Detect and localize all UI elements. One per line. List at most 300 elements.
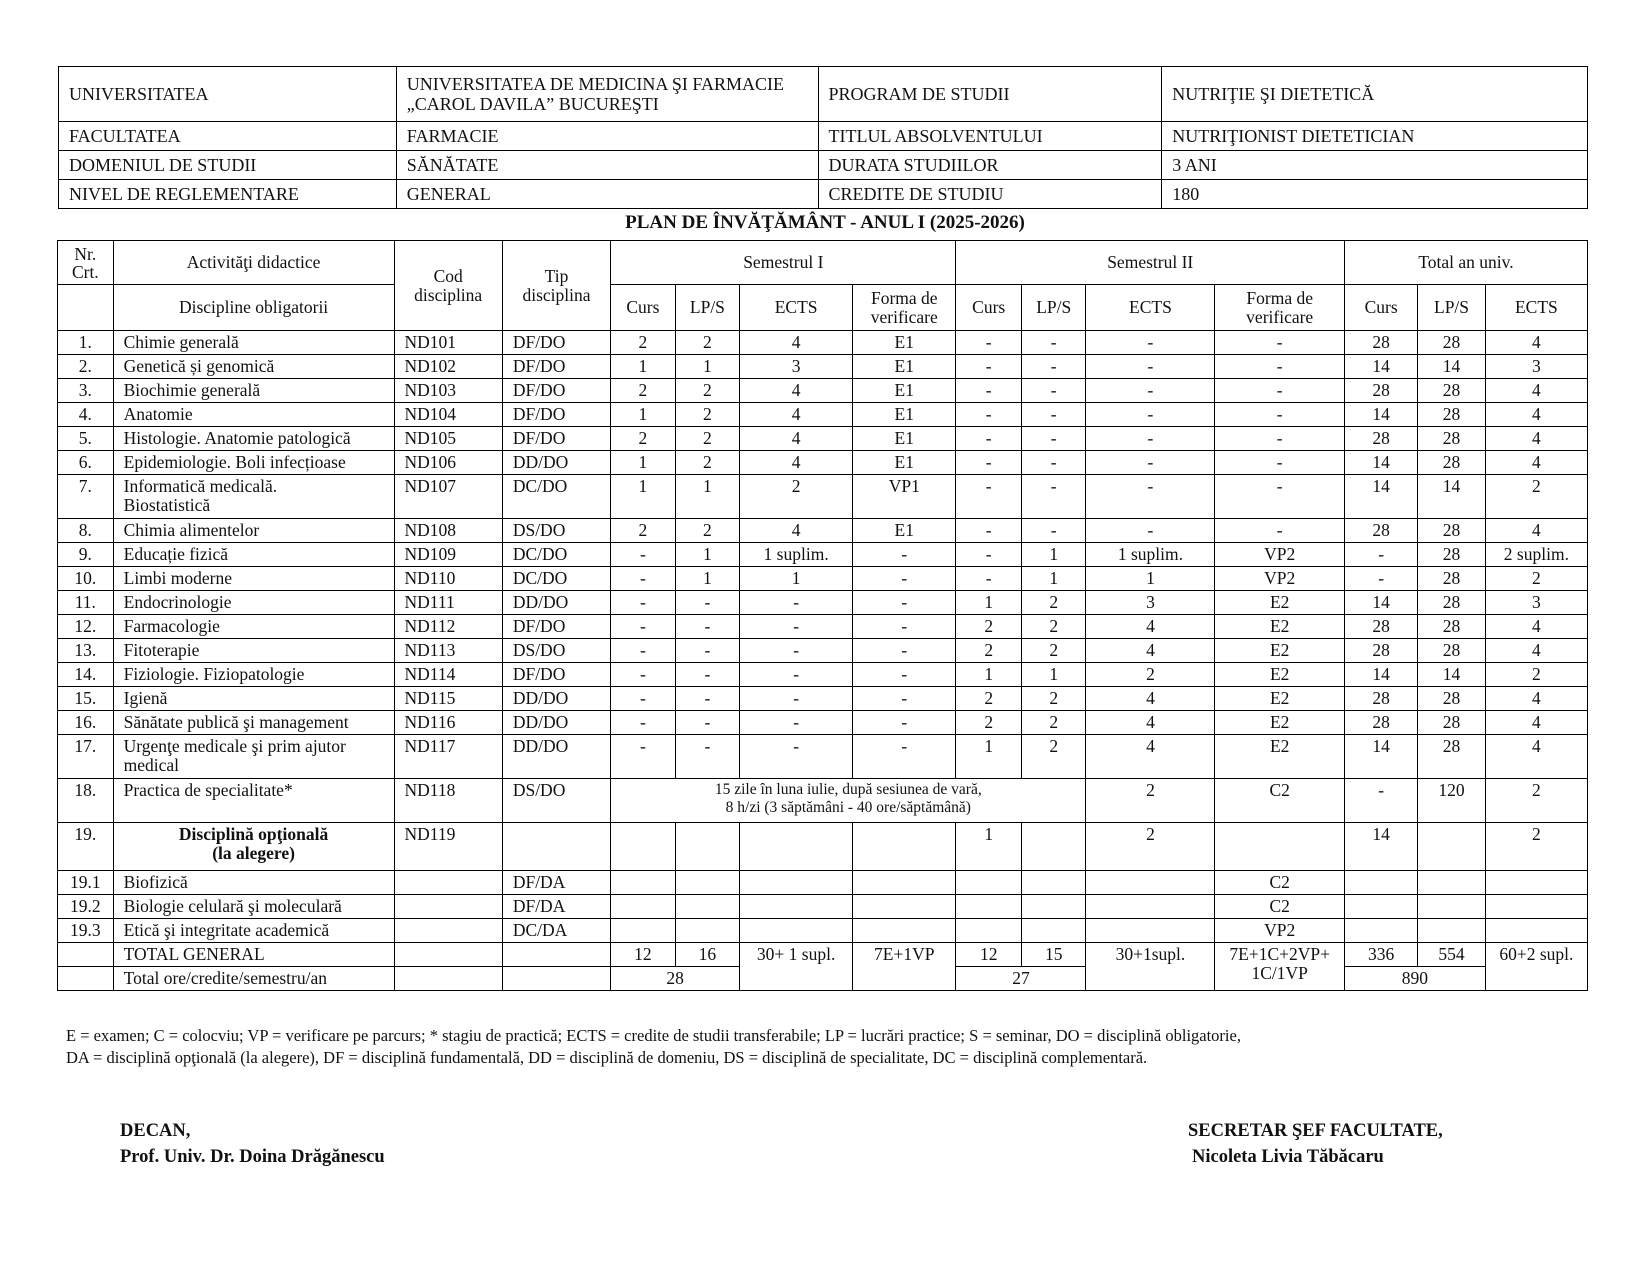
s1-ects: - [740, 735, 853, 779]
s2-ects: - [1086, 519, 1215, 543]
s2-lps: 2 [1021, 639, 1086, 663]
discipline-code: ND109 [394, 543, 502, 567]
discipline-name [113, 331, 394, 355]
total-curs: 28 [1344, 331, 1417, 355]
header-cod [394, 241, 502, 331]
s1-ects: - [740, 591, 853, 615]
s1-ects: 4 [740, 519, 853, 543]
discipline-name: Etică şi integritate academică [113, 919, 394, 943]
info-label: DURATA STUDIILOR [818, 151, 1162, 180]
discipline-name [113, 567, 394, 591]
s1-forma: E1 [853, 403, 956, 427]
discipline-name-line1: Fitoterapie [123, 640, 200, 660]
s2-ects: - [1086, 379, 1215, 403]
discipline-code: ND104 [394, 403, 502, 427]
s2-curs: - [956, 427, 1021, 451]
header-total: Total an univ. [1344, 241, 1587, 285]
s2-ects: - [1086, 451, 1215, 475]
s1-lps [675, 871, 740, 895]
total-s2-curs: 12 [956, 943, 1021, 967]
header-semester-1: Semestrul I [611, 241, 956, 285]
s2-forma: C2 [1215, 895, 1345, 919]
discipline-name-line1: Genetică și genomică [123, 356, 275, 376]
total-lps: 120 [1418, 779, 1485, 823]
s1-forma: E1 [853, 519, 956, 543]
s2-lps: - [1021, 331, 1086, 355]
s1-forma: - [853, 591, 956, 615]
s2-ects: 4 [1086, 615, 1215, 639]
total-s2-hours: 27 [956, 967, 1086, 991]
s2-forma: - [1215, 331, 1345, 355]
header-tip-line1: Tip [544, 265, 569, 286]
s1-lps: - [675, 663, 740, 687]
discipline-row [58, 379, 1588, 403]
discipline-row [58, 639, 1588, 663]
header-s2-forma [1215, 285, 1345, 331]
s1-curs: - [611, 687, 676, 711]
row-nr: 11. [58, 591, 114, 615]
total-ects: 4 [1485, 403, 1587, 427]
discipline-name [113, 355, 394, 379]
s1-forma: E1 [853, 427, 956, 451]
discipline-code: ND110 [394, 567, 502, 591]
s2-curs: - [956, 543, 1021, 567]
s1-forma: - [853, 543, 956, 567]
total-curs: 28 [1344, 639, 1417, 663]
header-nr-line1: Nr. [74, 243, 97, 264]
total-curs: 14 [1344, 403, 1417, 427]
total-curs: 28 [1344, 711, 1417, 735]
discipline-name-line2: medical [123, 755, 180, 775]
s1-curs: - [611, 711, 676, 735]
discipline-code: ND107 [394, 475, 502, 519]
s2-forma: E2 [1215, 615, 1345, 639]
discipline-name-line1: Chimie generală [123, 332, 239, 352]
s2-ects: 4 [1086, 711, 1215, 735]
total-ects: 2 suplim. [1485, 543, 1587, 567]
secretary-title: SECRETAR ŞEF FACULTATE, [1188, 1121, 1443, 1141]
row-nr: 19. [58, 823, 114, 871]
s2-curs [956, 919, 1021, 943]
s1-curs: - [611, 567, 676, 591]
program-info-table [58, 66, 1588, 209]
s2-ects: 1 suplim. [1086, 543, 1215, 567]
discipline-type: DF/DO [502, 615, 610, 639]
s2-lps [1021, 823, 1086, 871]
dean-signature-block [120, 1118, 385, 1170]
total-s1-curs: 12 [611, 943, 676, 967]
s2-ects: 2 [1086, 663, 1215, 687]
info-value: 3 ANI [1162, 151, 1588, 180]
s2-forma: E2 [1215, 711, 1345, 735]
info-label: PROGRAM DE STUDII [818, 67, 1162, 122]
total-lps: 28 [1418, 711, 1485, 735]
discipline-code: ND113 [394, 639, 502, 663]
discipline-name-line2: Biostatistică [123, 495, 211, 515]
s2-curs: 2 [956, 687, 1021, 711]
discipline-type: DC/DO [502, 543, 610, 567]
info-row [59, 151, 1588, 180]
s1-ects: 3 [740, 355, 853, 379]
s2-forma: E2 [1215, 735, 1345, 779]
info-value: NUTRIŢIONIST DIETETICIAN [1162, 122, 1588, 151]
s2-curs: - [956, 451, 1021, 475]
total-ects: 4 [1485, 427, 1587, 451]
s2-curs: 1 [956, 823, 1021, 871]
total-s2-forma [1215, 943, 1345, 991]
discipline-name-line1: Sănătate publică şi management [123, 712, 349, 732]
discipline-type: DD/DO [502, 451, 610, 475]
discipline-type: DF/DO [502, 355, 610, 379]
total-curs: 14 [1344, 735, 1417, 779]
row-nr: 7. [58, 475, 114, 519]
total-curs: 14 [1344, 663, 1417, 687]
total-lps [1418, 919, 1485, 943]
s2-ects: 2 [1086, 779, 1215, 823]
s2-curs: 1 [956, 591, 1021, 615]
header-semester-2: Semestrul II [956, 241, 1345, 285]
total-s1-forma: 7E+1VP [853, 943, 956, 991]
s1-ects: 4 [740, 331, 853, 355]
total-ects: 2 [1485, 823, 1587, 871]
discipline-row [58, 615, 1588, 639]
discipline-type [502, 943, 610, 967]
discipline-name [113, 427, 394, 451]
s2-lps: - [1021, 379, 1086, 403]
s2-lps: - [1021, 451, 1086, 475]
total-s1-hours: 28 [611, 967, 740, 991]
row-nr: 9. [58, 543, 114, 567]
discipline-name-line1: Limbi moderne [123, 568, 233, 588]
total-ects [1485, 871, 1587, 895]
header-tip [502, 241, 610, 331]
discipline-code: ND114 [394, 663, 502, 687]
s1-ects: 4 [740, 379, 853, 403]
legend [66, 1025, 1566, 1069]
discipline-code: ND117 [394, 735, 502, 779]
s2-ects: - [1086, 427, 1215, 451]
total-curs: 28 [1344, 427, 1417, 451]
discipline-name-line1: Anatomie [123, 404, 193, 424]
discipline-row [58, 451, 1588, 475]
practica-row [58, 779, 1588, 823]
discipline-name [113, 615, 394, 639]
s1-forma: - [853, 711, 956, 735]
s1-forma: - [853, 567, 956, 591]
discipline-name [113, 591, 394, 615]
s2-curs: - [956, 379, 1021, 403]
s2-lps: 1 [1021, 543, 1086, 567]
s1-forma [853, 823, 956, 871]
s2-forma: VP2 [1215, 543, 1345, 567]
s1-curs: 1 [611, 355, 676, 379]
s1-curs: - [611, 615, 676, 639]
practica-note-line2: 8 h/zi (3 săptămâni - 40 ore/săptămână) [725, 799, 971, 816]
s2-lps: 1 [1021, 567, 1086, 591]
discipline-type: DD/DO [502, 687, 610, 711]
header-s1-forma [853, 285, 956, 331]
s2-curs: 1 [956, 663, 1021, 687]
total-ects: 3 [1485, 591, 1587, 615]
legend-line2: DA = disciplină opţională (la alegere), DF = disciplină fundamentală, DD = disciplină de domeniu, DS = disciplină de specialitate, DC = disciplină complementară. [66, 1048, 1148, 1067]
s1-curs [611, 823, 676, 871]
total-curs: 14 [1344, 355, 1417, 379]
discipline-row [58, 427, 1588, 451]
s1-lps [675, 823, 740, 871]
legend-line1: E = examen; C = colocviu; VP = verificare pe parcurs; * stagiu de practică; ECTS = credite de studii transferabile; LP = lucrări practice; S = seminar, DO = disciplină obligatorie, [66, 1026, 1241, 1045]
s1-curs: - [611, 735, 676, 779]
s1-forma: - [853, 735, 956, 779]
total-ects: 4 [1485, 639, 1587, 663]
header-cod-line2: disciplina [414, 284, 483, 305]
s1-ects: 4 [740, 403, 853, 427]
plan-title: PLAN DE ÎNVĂŢĂMÂNT - ANUL I (2025-2026) [625, 212, 1025, 233]
total-s1-lps: 16 [675, 943, 740, 967]
discipline-name [113, 379, 394, 403]
s1-lps: - [675, 735, 740, 779]
s1-curs: - [611, 543, 676, 567]
s2-curs: 2 [956, 711, 1021, 735]
s2-ects: 2 [1086, 823, 1215, 871]
total-year-ects: 60+2 supl. [1485, 943, 1587, 991]
s2-forma: VP2 [1215, 919, 1345, 943]
total-lps [1418, 823, 1485, 871]
discipline-code: ND102 [394, 355, 502, 379]
s1-ects: 1 suplim. [740, 543, 853, 567]
total-ects: 4 [1485, 615, 1587, 639]
total-lps: 28 [1418, 567, 1485, 591]
s2-lps [1021, 895, 1086, 919]
total-ects: 4 [1485, 735, 1587, 779]
total-semester-label: Total ore/credite/semestru/an [113, 967, 394, 991]
discipline-name [113, 543, 394, 567]
header-t-ects: ECTS [1485, 285, 1587, 331]
info-label: UNIVERSITATEA [59, 67, 397, 122]
header-s1-lps: LP/S [675, 285, 740, 331]
header-cod-line1: Cod [433, 265, 463, 286]
s1-forma: E1 [853, 331, 956, 355]
discipline-name [113, 711, 394, 735]
total-ects: 2 [1485, 663, 1587, 687]
total-ects: 2 [1485, 567, 1587, 591]
total-general-label: TOTAL GENERAL [113, 943, 394, 967]
total-ects: 4 [1485, 331, 1587, 355]
s1-lps: 2 [675, 379, 740, 403]
info-value: 180 [1162, 180, 1588, 209]
s2-forma: - [1215, 475, 1345, 519]
total-curs: 28 [1344, 687, 1417, 711]
total-lps: 28 [1418, 735, 1485, 779]
s2-lps: - [1021, 427, 1086, 451]
total-lps: 28 [1418, 639, 1485, 663]
total-lps: 28 [1418, 427, 1485, 451]
s1-ects: - [740, 615, 853, 639]
s1-forma [853, 895, 956, 919]
total-year-hours: 890 [1344, 967, 1485, 991]
s2-curs [956, 871, 1021, 895]
total-curs [1344, 871, 1417, 895]
total-s1-ects: 30+ 1 supl. [740, 943, 853, 991]
s2-lps [1021, 871, 1086, 895]
s2-forma: - [1215, 427, 1345, 451]
total-year-curs: 336 [1344, 943, 1417, 967]
s1-curs [611, 895, 676, 919]
row-nr: 2. [58, 355, 114, 379]
s1-forma [853, 871, 956, 895]
total-ects: 2 [1485, 779, 1587, 823]
total-lps: 28 [1418, 591, 1485, 615]
s1-curs [611, 871, 676, 895]
subheader-row [58, 285, 1588, 331]
s1-curs: 2 [611, 519, 676, 543]
university-name-line1: UNIVERSITATEA DE MEDICINA ŞI FARMACIE [406, 74, 785, 94]
discipline-type [502, 823, 610, 871]
discipline-code: ND112 [394, 615, 502, 639]
s1-lps: 1 [675, 475, 740, 519]
discipline-type: DF/DO [502, 331, 610, 355]
s1-lps: 2 [675, 427, 740, 451]
info-label: DOMENIUL DE STUDII [59, 151, 397, 180]
s1-curs: - [611, 591, 676, 615]
discipline-type: DS/DO [502, 519, 610, 543]
optional-item-row [58, 895, 1588, 919]
dean-title: DECAN, [120, 1121, 191, 1141]
s1-lps: 2 [675, 519, 740, 543]
s1-lps: - [675, 615, 740, 639]
info-row [59, 180, 1588, 209]
row-nr: 12. [58, 615, 114, 639]
discipline-code: ND103 [394, 379, 502, 403]
discipline-code [394, 943, 502, 967]
row-nr: 18. [58, 779, 114, 823]
s2-forma: C2 [1215, 779, 1345, 823]
s2-ects [1086, 871, 1215, 895]
info-row [59, 67, 1588, 122]
discipline-name: Biologie celulară şi moleculară [113, 895, 394, 919]
discipline-type: DF/DO [502, 663, 610, 687]
header-nr-line2: Crt. [71, 261, 99, 282]
total-curs [1344, 895, 1417, 919]
s1-ects [740, 895, 853, 919]
s2-ects: 4 [1086, 639, 1215, 663]
s2-curs: - [956, 403, 1021, 427]
s1-curs: 2 [611, 427, 676, 451]
row-nr: 15. [58, 687, 114, 711]
total-curs [1344, 919, 1417, 943]
total-s2-lps: 15 [1021, 943, 1086, 967]
s1-ects: - [740, 687, 853, 711]
s2-forma: E2 [1215, 639, 1345, 663]
total-lps: 28 [1418, 451, 1485, 475]
header-empty [58, 285, 114, 331]
discipline-code [394, 919, 502, 943]
discipline-name-line1: Urgenţe medicale şi prim ajutor [123, 736, 346, 756]
s1-forma: E1 [853, 451, 956, 475]
row-nr: 10. [58, 567, 114, 591]
discipline-code: ND106 [394, 451, 502, 475]
s1-curs: - [611, 663, 676, 687]
s2-forma: E2 [1215, 687, 1345, 711]
s2-lps: 2 [1021, 687, 1086, 711]
curriculum-table [57, 240, 1588, 991]
row-nr: 1. [58, 331, 114, 355]
discipline-type: DD/DO [502, 735, 610, 779]
s2-lps: 2 [1021, 735, 1086, 779]
optional-item-row [58, 919, 1588, 943]
row-nr: 6. [58, 451, 114, 475]
discipline-name-line1: Endocrinologie [123, 592, 232, 612]
discipline-type [502, 967, 610, 991]
s1-forma: - [853, 687, 956, 711]
s2-forma: E2 [1215, 591, 1345, 615]
practica-note [611, 779, 1086, 823]
total-curs: 14 [1344, 823, 1417, 871]
optional-item-row [58, 871, 1588, 895]
discipline-name [113, 403, 394, 427]
discipline-row [58, 403, 1588, 427]
discipline-name-line1: Igienă [123, 688, 168, 708]
row-nr: 19.1 [58, 871, 114, 895]
row-nr [58, 967, 114, 991]
s1-ects: - [740, 663, 853, 687]
s2-curs: - [956, 331, 1021, 355]
header-s1-curs: Curs [611, 285, 676, 331]
forma-line2: verificare [1246, 306, 1314, 327]
row-nr: 19.2 [58, 895, 114, 919]
s2-ects: - [1086, 403, 1215, 427]
discipline-name-line1: Chimia alimentelor [123, 520, 260, 540]
s1-ects [740, 871, 853, 895]
s2-lps: - [1021, 475, 1086, 519]
total-curs: - [1344, 779, 1417, 823]
s2-forma: E2 [1215, 663, 1345, 687]
s1-forma: - [853, 663, 956, 687]
discipline-row [58, 663, 1588, 687]
s2-lps: 2 [1021, 591, 1086, 615]
discipline-name [113, 735, 394, 779]
header-activitati: Activităţi didactice [113, 241, 394, 285]
total-s2-forma-line1: 7E+1C+2VP+ [1229, 944, 1330, 964]
s1-curs [611, 919, 676, 943]
discipline-type: DD/DO [502, 711, 610, 735]
discipline-type: DF/DA [502, 895, 610, 919]
info-label: TITLUL ABSOLVENTULUI [818, 122, 1162, 151]
total-ects [1485, 895, 1587, 919]
s1-ects: 4 [740, 451, 853, 475]
discipline-row [58, 543, 1588, 567]
header-nr [58, 241, 114, 285]
discipline-type: DS/DO [502, 779, 610, 823]
secretary-signature-block [1188, 1118, 1443, 1170]
total-curs: 14 [1344, 591, 1417, 615]
total-lps [1418, 871, 1485, 895]
s1-forma: E1 [853, 379, 956, 403]
total-lps: 14 [1418, 355, 1485, 379]
discipline-code: ND111 [394, 591, 502, 615]
s1-ects: - [740, 639, 853, 663]
total-ects: 4 [1485, 687, 1587, 711]
s2-curs: - [956, 567, 1021, 591]
header-t-curs: Curs [1344, 285, 1417, 331]
s2-curs: - [956, 355, 1021, 379]
total-lps: 28 [1418, 687, 1485, 711]
s2-lps: 1 [1021, 663, 1086, 687]
total-curs: 28 [1344, 519, 1417, 543]
s1-curs: 2 [611, 379, 676, 403]
s2-ects: 4 [1086, 735, 1215, 779]
info-row [59, 122, 1588, 151]
header-tip-line2: disciplina [522, 284, 591, 305]
